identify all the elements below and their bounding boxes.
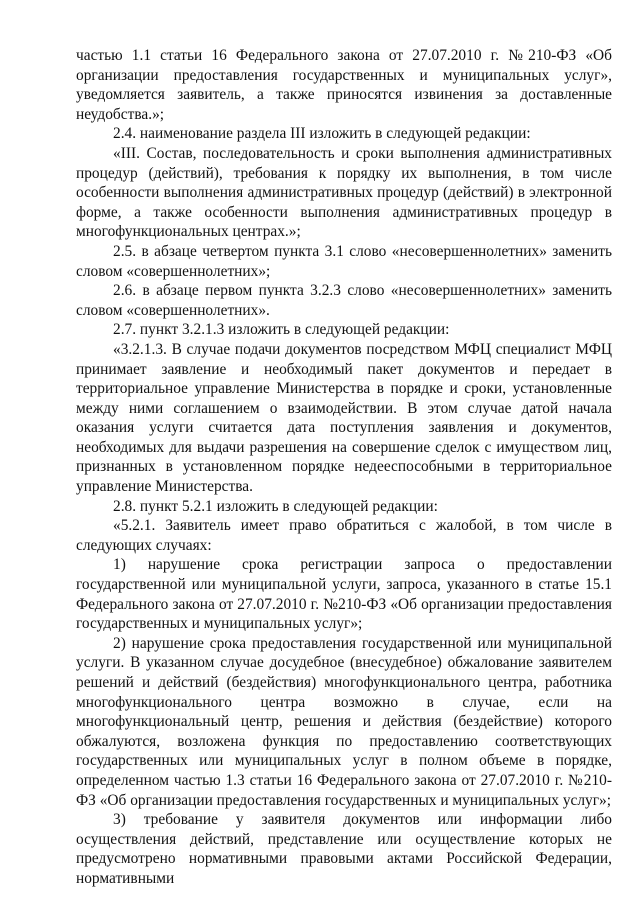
paragraph-continuation: частью 1.1 статьи 16 Федерального закона от 27.07.2010 г. №210-ФЗ «Об организации предоставления государственных и муниципальных услуг», уведомляется заявитель, а также приносятся извинения за доставленные неудобства.»; [76,47,612,123]
paragraph-item-3: 3) требование у заявителя документов или информации либо осуществления действий, представление или осуществление которых не предусмотрено нормативными правовыми актами Российской Федерации, нормативными [76,811,612,887]
document-page [76,46,612,889]
paragraph-3-2-1-3: «3.2.1.3. В случае подачи документов посредством МФЦ специалист МФЦ принимает заявление и необходимый пакет документов и передает в территориальное управление Министерства в порядке и сроки, установленные между ними соглашением о взаимодействии. В этом случае датой начала оказания услуги считается дата поступления заявления и документов, необходимых для выдачи разрешения на совершение сделок с имуществом лиц, признанных в установленном порядке недееспособными в территориальное управление Министерства. [76,340,612,496]
paragraph-item-2: 2) нарушение срока предоставления государственной или муниципальной услуги. В указанном случае досудебное (внесудебное) обжалование заявителем решений и действий (бездействия) многофункционального центра, работника многофункционального центра возможно в случае, если на многофункциональный центр, решения и действия (бездействие) которого обжалуются, возложена функция по предоставлению соответствующих государственных или муниципальных услуг в полном объеме в порядке, определенном частью 1.3 статьи 16 Федерального закона от 27.07.2010 г. №210-ФЗ «Об организации предоставления государственных и муниципальных услуг»; [76,634,612,809]
paragraph-5-2-1: «5.2.1. Заявитель имеет право обратиться с жалобой, в том числе в следующих случаях: [76,517,612,554]
paragraph-item-1: 1) нарушение срока регистрации запроса о предоставлении государственной или муниципальной услуги, запроса, указанного в статье 15.1 Федерального закона от 27.07.2010 г. №210-ФЗ «Об организации предоставления государственных и муниципальных услуг»; [76,556,612,633]
paragraph-2-6: 2.6. в абзаце первом пункта 3.2.3 слово «несовершеннолетних» заменить словом «совершеннолетних». [76,282,612,319]
paragraph-2-5: 2.5. в абзаце четвертом пункта 3.1 слово «несовершеннолетних» заменить словом «совершеннолетних»; [76,242,612,280]
paragraph-2-4: 2.4. наименование раздела III изложить в следующей редакции: [113,125,531,143]
paragraph-section-iii-title: «III. Состав, последовательность и сроки выполнения административных процедур (действий), требования к порядку их выполнения, в том числе особенности выполнения административных процедур (действий) в электронной форме, а также особенности выполнения административных процедур в многофункциональных центрах.»; [76,144,612,241]
paragraph-2-8: 2.8. пункт 5.2.1 изложить в следующей редакции: [113,497,438,515]
paragraph-2-7: 2.7. пункт 3.2.1.3 изложить в следующей редакции: [113,321,450,339]
